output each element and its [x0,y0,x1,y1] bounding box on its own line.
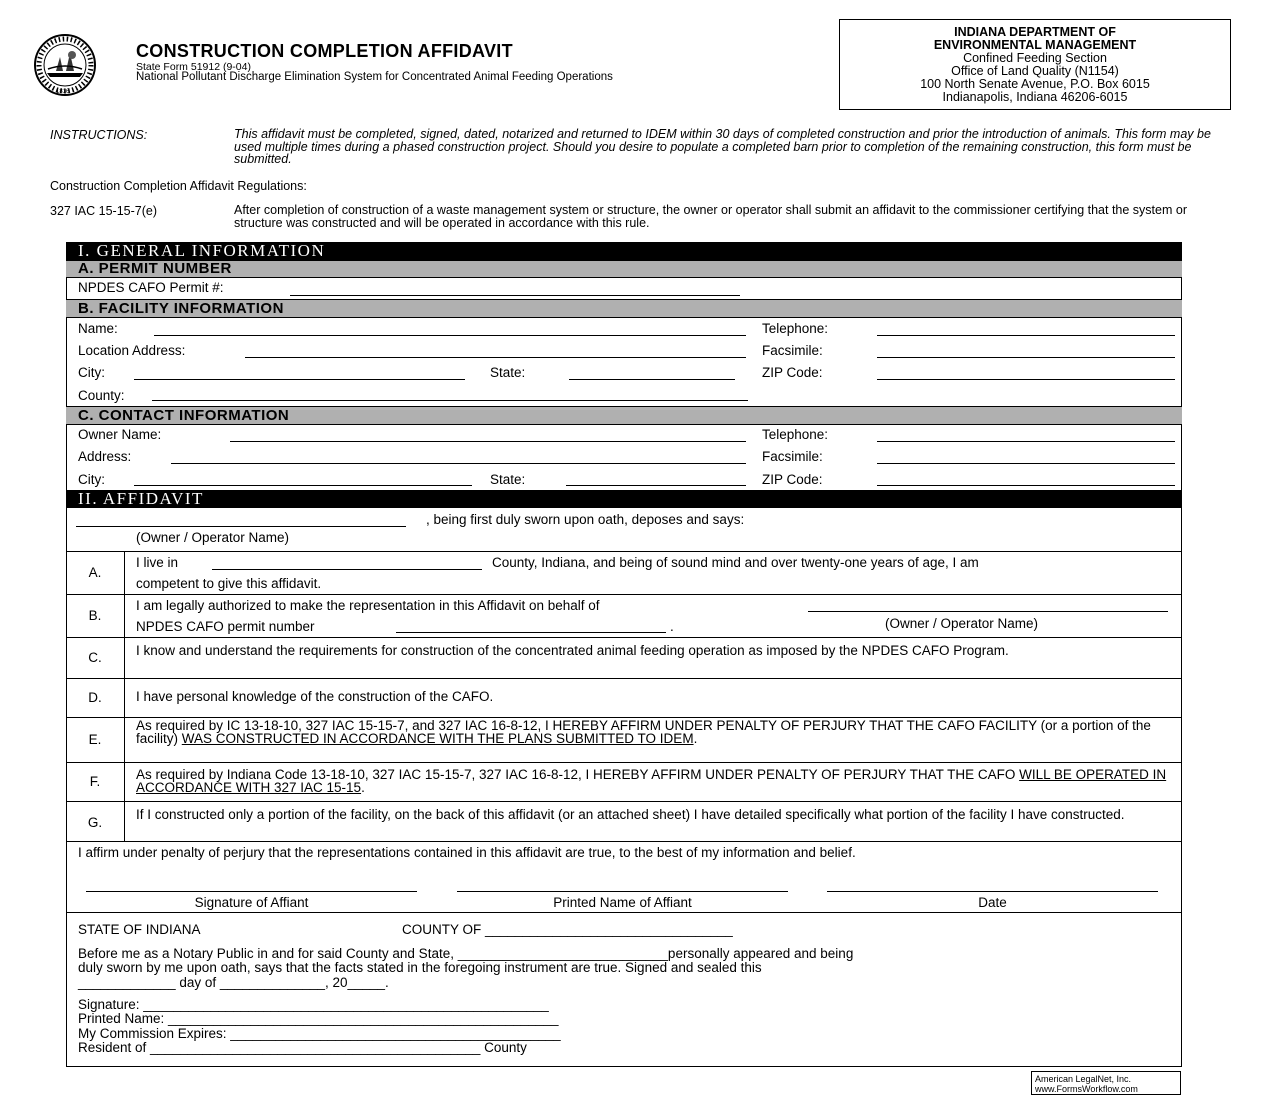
affiant-printed-name-field[interactable] [457,891,788,892]
item-e-text [136,719,1176,745]
contact-city-label: City: [78,472,105,487]
item-a-text-3: competent to give this affidavit. [136,576,322,591]
owner-name-field[interactable] [230,441,746,442]
agency-line-5: 100 North Senate Avenue, P.O. Box 6015 [920,77,1150,91]
notary-county: COUNTY OF _________________________________ [402,922,733,937]
facility-fax-label: Facsimile: [762,343,823,358]
notary-state: STATE OF INDIANA [78,922,201,937]
row-divider [66,912,1182,913]
publisher-footer [1031,1071,1181,1095]
agency-address-box [839,19,1231,110]
item-a-text-2: County, Indiana, and being of sound mind and over twenty-one years of age, I am [492,555,979,570]
item-a-letter: A. [88,565,102,580]
item-f-text [136,768,1176,794]
item-f-letter: F. [89,774,101,789]
permit-number-field[interactable] [290,295,740,296]
row-divider [66,678,1182,679]
affirmation-statement: I affirm under penalty of perjury that the representations contained in this affidavit are true, to the best of my information and belief. [78,845,856,860]
item-b-text-1: I am legally authorized to make the representation in this Affidavit on behalf of [136,598,600,613]
printed-name-caption: Printed Name of Affiant [553,895,692,910]
contact-state-label: State: [490,472,526,487]
row-divider [66,594,1182,595]
item-b-letter: B. [88,608,102,623]
item-d-letter: D. [88,690,102,705]
facility-telephone-label: Telephone: [762,321,829,336]
facility-state-field[interactable] [569,379,735,380]
item-e-text-end: . [693,731,698,746]
contact-city-field[interactable] [134,485,472,486]
sworn-statement: , being first duly sworn upon oath, deposes and says: [426,512,745,527]
item-f-text-plain: As required by Indiana Code 13-18-10, 327 IAC 15-15-7, 327 IAC 16-8-12, I HEREBY AFFIRM UNDER PENALTY OF PERJURY THAT THE CAFO [136,767,1020,782]
item-g-letter: G. [87,815,103,830]
instructions-text: This affidavit must be completed, signed, dated, notarized and returned to IDEM within 30 days of completed construction and prior the introduction of animals. This form may be used multiple times during a phased construction project. Should you desire to populate a completed barn prior to completion of the remaining construction, this form must be submitted. [234,127,1211,166]
contact-fax-field[interactable] [877,463,1175,464]
form-subtitle: National Pollutant Discharge Elimination System for Concentrated Animal Feeding Operations [136,71,613,83]
notary-commission-line[interactable]: My Commission Expires: ____________________________________________ [78,1026,561,1041]
contact-zip-field[interactable] [877,485,1175,486]
footer-line-2: www.FormsWorkflow.com [1035,1084,1138,1094]
item-e-text-underlined: WAS CONSTRUCTED IN ACCORDANCE WITH THE PLANS SUBMITTED TO IDEM [181,731,694,746]
row-divider [66,551,1182,552]
item-f-text-underlined: WILL BE OPERATED IN ACCORDANCE WITH 327 IAC 15-15 [136,767,1167,795]
permit-number-header: A. PERMIT NUMBER [66,260,1182,278]
affiant-signature-field[interactable] [86,891,417,892]
facility-county-label: County: [78,388,125,403]
item-c-letter: C. [88,650,102,665]
facility-zip-label: ZIP Code: [762,365,823,380]
section-affidavit-header: II. AFFIDAVIT [66,490,1182,508]
regulation-code: 327 IAC 15-15-7(e) [50,204,158,218]
facility-name-label: Name: [78,321,118,336]
regulation-text: After completion of construction of a waste management system or structure, the owner or operator shall submit an affidavit to the commissioner certifying that the system or structure was constructed and will be operated in accordance with this rule. [234,203,1187,230]
contact-information-header: C. CONTACT INFORMATION [66,406,1182,425]
b-owner-operator-field[interactable] [808,611,1168,612]
footer-line-1: American LegalNet, Inc. [1035,1074,1132,1084]
facility-zip-field[interactable] [877,379,1175,380]
state-form-number: State Form 51912 (9-04) [136,61,251,73]
notary-resident-line[interactable]: Resident of ____________________________________________ County [78,1040,527,1055]
notary-statement-line-3: _____________ day of ______________, 20_____. [78,975,389,990]
state-seal-icon [32,33,128,97]
row-divider [66,762,1182,763]
agency-line-2: ENVIRONMENTAL MANAGEMENT [933,38,1137,52]
facility-information-header: B. FACILITY INFORMATION [66,299,1182,318]
facility-county-field[interactable] [152,400,748,401]
regulations-title: Construction Completion Affidavit Regulations: [50,179,307,193]
agency-line-3: Confined Feeding Section [963,51,1107,65]
notary-statement-line-1: Before me as a Notary Public in and for said County and State, ____________________________personally appeared and being [78,946,854,961]
b-owner-operator-caption: (Owner / Operator Name) [885,616,1039,631]
affiant-date-field[interactable] [827,891,1158,892]
affiant-name-field[interactable] [76,526,406,527]
facility-name-field[interactable] [154,335,746,336]
item-a-text-1: I live in [136,555,179,570]
contact-address-field[interactable] [171,463,746,464]
owner-operator-caption: (Owner / Operator Name) [136,530,290,545]
item-f-text-end: . [361,780,365,795]
item-e-text-plain: As required by IC 13-18-10, 327 IAC 15-15-7, and 327 IAC 16-8-12, I HEREBY AFFIRM UNDER PENALTY OF PERJURY THAT THE CAFO FACILITY (or a portion of the facility) [136,718,1151,746]
row-divider [66,637,1182,638]
agency-line-6: Indianapolis, Indiana 46206-6015 [942,90,1128,104]
facility-state-label: State: [490,365,526,380]
row-divider [66,841,1182,842]
contact-telephone-label: Telephone: [762,427,829,442]
facility-telephone-field[interactable] [877,335,1175,336]
notary-signature-line[interactable]: Signature: ______________________________________________________ [78,997,549,1012]
permit-number-label: NPDES CAFO Permit #: [78,280,224,295]
contact-state-field[interactable] [566,485,746,486]
item-b-period: . [670,619,674,634]
item-c-text: I know and understand the requirements for construction of the concentrated animal feeding operation as imposed by the NPDES CAFO Program. [136,643,1009,658]
item-d-text: I have personal knowledge of the construction of the CAFO. [136,689,494,704]
section-general-information-header: I. GENERAL INFORMATION [66,242,1182,260]
row-divider [66,801,1182,802]
contact-telephone-field[interactable] [877,441,1175,442]
contact-fax-label: Facsimile: [762,449,823,464]
form-title: CONSTRUCTION COMPLETION AFFIDAVIT [136,41,513,61]
notary-statement-line-2: duly sworn by me upon oath, says that the facts stated in the foregoing instrument are true. Signed and sealed this [78,960,762,975]
contact-zip-label: ZIP Code: [762,472,823,487]
svg-text:1816: 1816 [56,89,70,95]
facility-city-field[interactable] [134,379,465,380]
notary-printed-name-line[interactable]: Printed Name: ____________________________________________________ [78,1011,559,1026]
instructions-label: INSTRUCTIONS: [50,128,148,142]
date-caption: Date [978,895,1007,910]
agency-line-1: INDIANA DEPARTMENT OF [954,25,1116,39]
b-permit-number-field[interactable] [396,632,666,633]
facility-fax-field[interactable] [877,357,1175,358]
location-address-label: Location Address: [78,343,186,358]
location-address-field[interactable] [245,357,746,358]
item-g-text: If I constructed only a portion of the facility, on the back of this affidavit (or an attached sheet) I have detailed specifically what portion of the facility I have constructed. [136,807,1125,822]
agency-line-4: Office of Land Quality (N1154) [951,64,1119,78]
contact-address-label: Address: [78,449,132,464]
signature-caption: Signature of Affiant [194,895,309,910]
facility-city-label: City: [78,365,105,380]
item-b-text-2: NPDES CAFO permit number [136,619,315,634]
county-of-residence-field[interactable] [212,569,482,570]
owner-name-label: Owner Name: [78,427,162,442]
item-e-letter: E. [88,732,102,747]
